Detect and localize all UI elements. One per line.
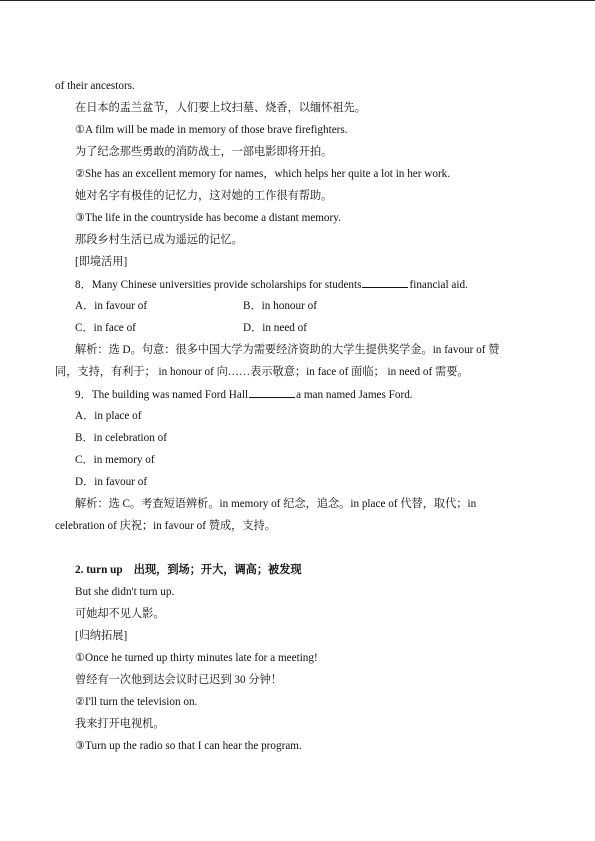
answer-blank [249, 387, 295, 398]
question-8-stem: 8．Many Chinese universities provide scholarships for students [75, 279, 362, 291]
explanation-9: 解析：选 C。考查短语辨析。in memory of 纪念，追念。in place of 代替，取代；in [75, 498, 477, 510]
option-a: A．in place of [75, 410, 142, 422]
explanation-9-cont: celebration of 庆祝；in favour of 赞成，支持。 [55, 520, 276, 532]
text-line-cn: 那段乡村生活已成为遥远的记忆。 [75, 234, 243, 246]
example-sentence: ③The life in the countryside has become a distant memory. [75, 212, 341, 224]
option-a: A．in favour of [75, 300, 148, 312]
text-line-cn: 曾经有一次他到达会议时已迟到 30 分钟！ [75, 674, 282, 686]
example-sentence: ②She has an excellent memory for names，which helps her quite a lot in her work. [75, 168, 451, 180]
explanation-8: 解析：选 D。句意：很多中国大学为需要经济资助的大学生提供奖学金。in favour of 赞 [75, 344, 500, 356]
question-8-stem-end: financial aid. [409, 279, 468, 291]
section-label: [归纳拓展] [75, 630, 128, 642]
option-d: D．in need of [243, 322, 308, 334]
option-b: B．in celebration of [75, 432, 167, 444]
example-sentence: ①Once he turned up thirty minutes late for a meeting! [75, 652, 318, 664]
text-line-cn: 她对名字有极佳的记忆力，这对她的工作很有帮助。 [75, 190, 333, 202]
example-sentence: ②I'll turn the television on. [75, 696, 198, 708]
option-d: D．in favour of [75, 476, 148, 488]
example-sentence: But she didn't turn up. [75, 586, 175, 598]
question-9-stem: 9．The building was named Ford Hall [75, 389, 249, 401]
option-b: B．in honour of [243, 300, 317, 312]
question-8 [75, 277, 468, 292]
answer-blank [362, 277, 408, 288]
section-heading [75, 563, 302, 577]
section-heading-text: 2. turn up 出现，到场；开大，调高；被发现 [75, 564, 302, 576]
text-line-cn: 为了纪念那些勇敢的消防战士，一部电影即将开拍。 [75, 146, 333, 158]
text-line-cn: 在日本的盂兰盆节，人们要上坟扫墓、烧香，以缅怀祖先。 [75, 102, 366, 114]
text-line: of their ancestors. [55, 80, 135, 92]
explanation-8-cont: 同，支持，有利于； in honour of 向……表示敬意；in face of 面临； in need of 需要。 [55, 366, 469, 378]
section-label: [即境活用] [75, 256, 128, 268]
option-c: C．in memory of [75, 454, 155, 466]
question-9-stem-end: a man named James Ford. [296, 389, 413, 401]
question-9 [75, 387, 413, 402]
option-c: C．in face of [75, 322, 136, 334]
example-sentence: ③Turn up the radio so that I can hear the program. [75, 740, 302, 752]
text-line-cn: 可她却不见人影。 [75, 608, 165, 620]
example-sentence: ①A film will be made in memory of those brave firefighters. [75, 124, 348, 136]
text-line-cn: 我来打开电视机。 [75, 718, 165, 730]
